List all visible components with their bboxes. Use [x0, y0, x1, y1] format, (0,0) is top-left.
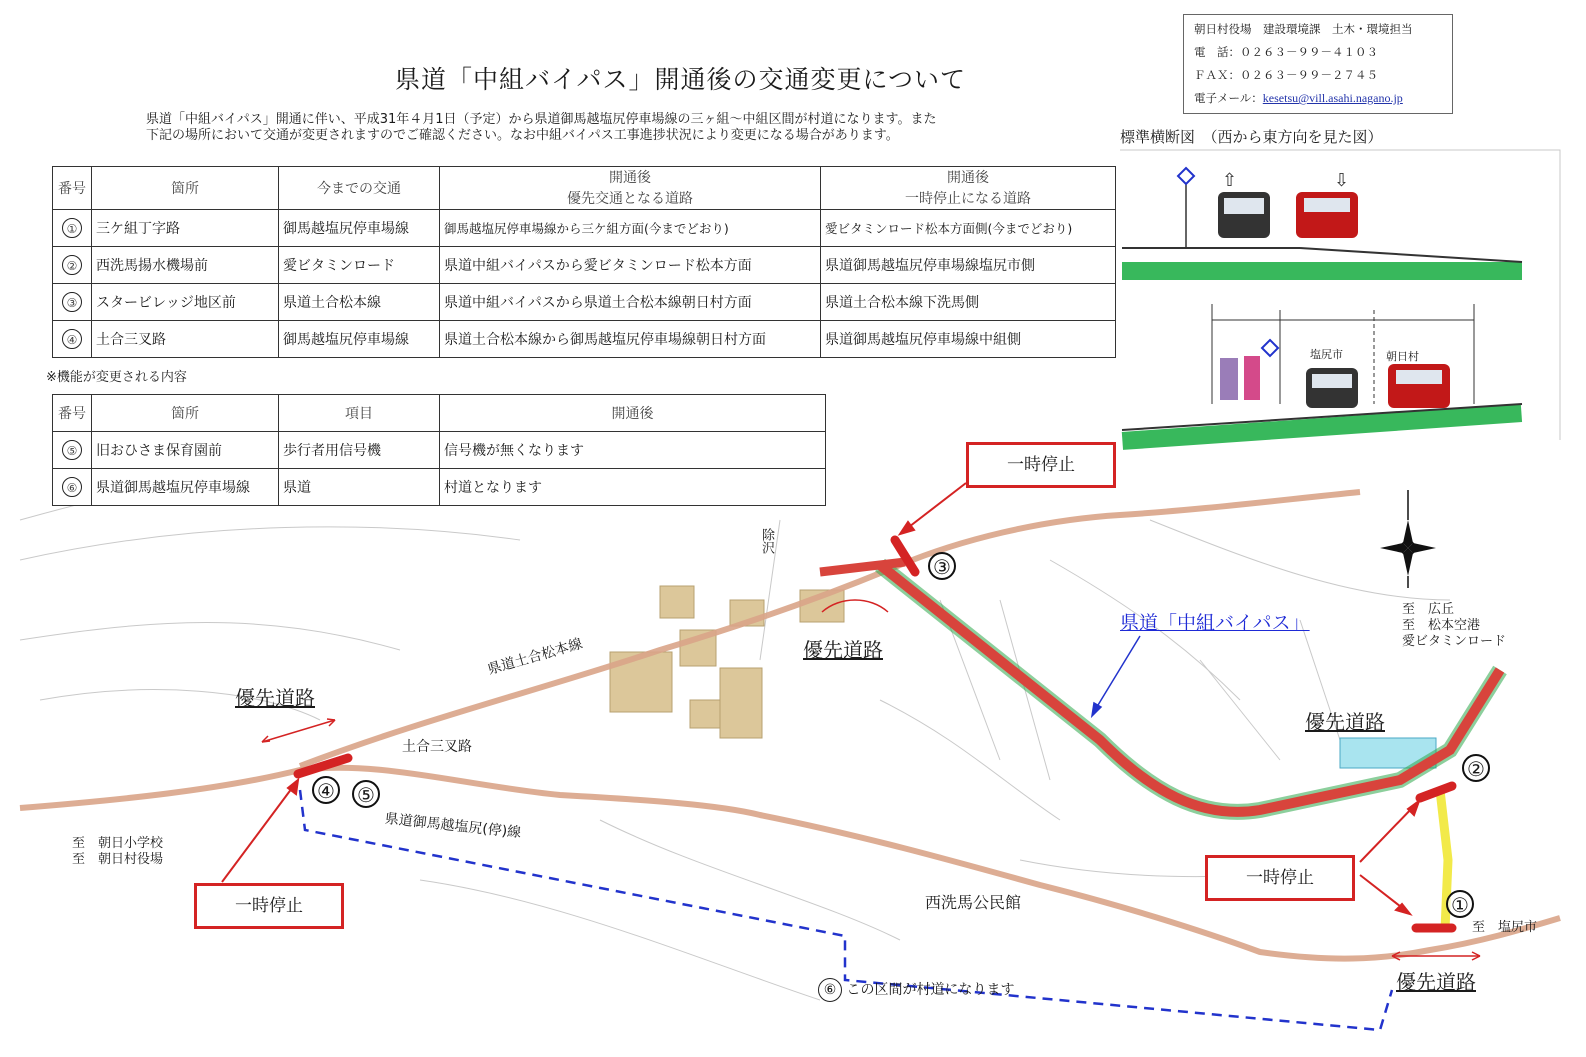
row-place: 土合三叉路: [92, 321, 279, 358]
table2-header-row: [53, 395, 826, 432]
row-place: スタービレッジ地区前: [92, 284, 279, 321]
row-priority: 御馬越塩尻停車場線から三ケ組方面(今までどおり): [440, 210, 821, 247]
row-number: ⑤: [62, 440, 82, 460]
intro-line-2: 下記の場所において交通が変更されますのでご確認ください。なお中組バイパス工事進捗状況により変更になる場合があります。: [146, 128, 899, 143]
row-place: 西洗馬揚水機場前: [92, 247, 279, 284]
cross-section-title: 標準横断図 （西から東方向を見た図）: [1120, 128, 1383, 146]
dest-west: [72, 836, 163, 868]
t1-head-priority: 優先交通となる道路: [440, 187, 821, 210]
t1-head-no: 番号: [53, 167, 92, 210]
row-stop: 県道御馬越塩尻停車場線塩尻市側: [821, 247, 1116, 284]
table-row: [53, 284, 1116, 321]
compass-rose-icon: [1380, 490, 1436, 588]
jozawa-label: 除沢: [759, 528, 774, 554]
page-title: 県道「中組バイパス」開通後の交通変更について: [395, 65, 967, 94]
row-after: 信号機が無くなります: [440, 432, 826, 469]
doai-junction-label: 土合三叉路: [402, 739, 472, 755]
svg-text:⇩: ⇩: [1334, 170, 1350, 191]
t1-head-stop: 一時停止になる道路: [821, 187, 1116, 210]
t1-head-before: 今までの交通: [279, 167, 440, 210]
contact-office: 朝日村役場 建設環境課 土木・環境担当: [1194, 22, 1413, 36]
contact-tel: 電 話：０２６３－９９－４１０３: [1194, 45, 1378, 59]
row-before: 御馬越塩尻停車場線: [279, 321, 440, 358]
marker-1: ①: [1446, 890, 1474, 918]
section6-caption: [818, 978, 1014, 1002]
row-number: ③: [62, 292, 82, 312]
row-place: 県道御馬越塩尻停車場線: [92, 469, 279, 506]
route-doai-label: 県道土合松本線: [485, 635, 585, 679]
stop-callout-4: 一時停止: [194, 883, 344, 929]
row-priority: 県道中組バイパスから県道土合松本線朝日村方面: [440, 284, 821, 321]
intro-line-1: 県道「中組バイパス」開通に伴い、平成31年４月1日（予定）から県道御馬越塩尻停車場線の三ヶ組～中組区間が村道になります。また: [146, 112, 937, 127]
marker-5: ⑤: [352, 780, 380, 808]
dest-shiojiri: 至 塩尻市: [1472, 920, 1538, 935]
contact-email-row: [1194, 87, 1452, 110]
dest-west-2: 至 朝日村役場: [72, 852, 164, 867]
t2-head-place: 箇所: [92, 395, 279, 432]
marker-2: ②: [1462, 754, 1490, 782]
t2-head-after: 開通後: [440, 395, 826, 432]
priority-road-label-center: 優先道路: [803, 638, 883, 662]
contact-fax: ＦＡＸ：０２６３－９９－２７４５: [1194, 68, 1378, 82]
section6-text: この区間が村道になります: [846, 982, 1015, 998]
row-place: 旧おひさま保育園前: [92, 432, 279, 469]
intro-text: [146, 112, 1076, 144]
cross-section-diagram: [1122, 168, 1522, 450]
priority-road-label-west: 優先道路: [235, 686, 315, 710]
section6-number: ⑥: [818, 978, 842, 1002]
dest-east-3: 愛ビタミンロード: [1402, 634, 1507, 649]
priority-road-label-east: 優先道路: [1305, 710, 1385, 734]
bypass-label: 県道「中組バイパス」: [1120, 612, 1310, 634]
community-hall-label: 西洗馬公民館: [925, 893, 1022, 912]
function-change-note: ※機能が変更される内容: [46, 370, 187, 385]
stop-callout-2: 一時停止: [1205, 855, 1355, 901]
row-before: 愛ビタミンロード: [279, 247, 440, 284]
t2-head-no: 番号: [53, 395, 92, 432]
stop-callout-3: 一時停止: [966, 442, 1116, 488]
row-priority: 県道中組バイパスから愛ビタミンロード松本方面: [440, 247, 821, 284]
table-row: [53, 210, 1116, 247]
table-row: [53, 432, 826, 469]
cross-section-label-shiojiri: 塩尻市: [1310, 348, 1343, 361]
row-before: 御馬越塩尻停車場線: [279, 210, 440, 247]
svg-text:⇧: ⇧: [1222, 170, 1238, 191]
t1-head-after-1: 開通後: [440, 167, 821, 188]
dest-east-1: 至 広丘: [1402, 602, 1455, 617]
row-stop: 県道御馬越塩尻停車場線中組側: [821, 321, 1116, 358]
table-function-changes: [52, 394, 826, 506]
table-intersections: [52, 166, 1116, 358]
contact-box: [1183, 14, 1453, 114]
row-item: 県道: [279, 469, 440, 506]
row-number: ④: [62, 329, 82, 349]
row-number: ①: [62, 218, 82, 238]
bypass-pointer: [1092, 636, 1140, 716]
t2-head-item: 項目: [279, 395, 440, 432]
priority-road-label-south: 優先道路: [1396, 970, 1476, 994]
row-number: ⑥: [62, 477, 82, 497]
row-priority: 県道土合松本線から御馬越塩尻停車場線朝日村方面: [440, 321, 821, 358]
marker-4: ④: [312, 776, 340, 804]
contact-email-label: 電子メール：: [1194, 91, 1263, 105]
row-after: 村道となります: [440, 469, 826, 506]
row-item: 歩行者用信号機: [279, 432, 440, 469]
dest-east: [1402, 602, 1506, 650]
route-mumakoshi-label: 県道御馬越塩尻(停)線: [384, 810, 522, 842]
t1-head-after-2: 開通後: [821, 167, 1116, 188]
table1-header-row: [53, 167, 1116, 188]
row-stop: 県道土合松本線下洗馬側: [821, 284, 1116, 321]
marker-3: ③: [928, 552, 956, 580]
dest-east-2: 至 松本空港: [1402, 618, 1481, 633]
table-row: [53, 321, 1116, 358]
row-number: ②: [62, 255, 82, 275]
t1-head-place: 箇所: [92, 167, 279, 210]
contact-email-link[interactable]: kesetsu@vill.asahi.nagano.jp: [1262, 91, 1403, 105]
row-before: 県道土合松本線: [279, 284, 440, 321]
table-row: [53, 247, 1116, 284]
dest-west-1: 至 朝日小学校: [72, 836, 164, 851]
row-stop: 愛ビタミンロード松本方面側(今までどおり): [821, 210, 1116, 247]
cross-section-label-asahi: 朝日村: [1386, 350, 1419, 363]
table-row: [53, 469, 826, 506]
row-place: 三ケ組丁字路: [92, 210, 279, 247]
